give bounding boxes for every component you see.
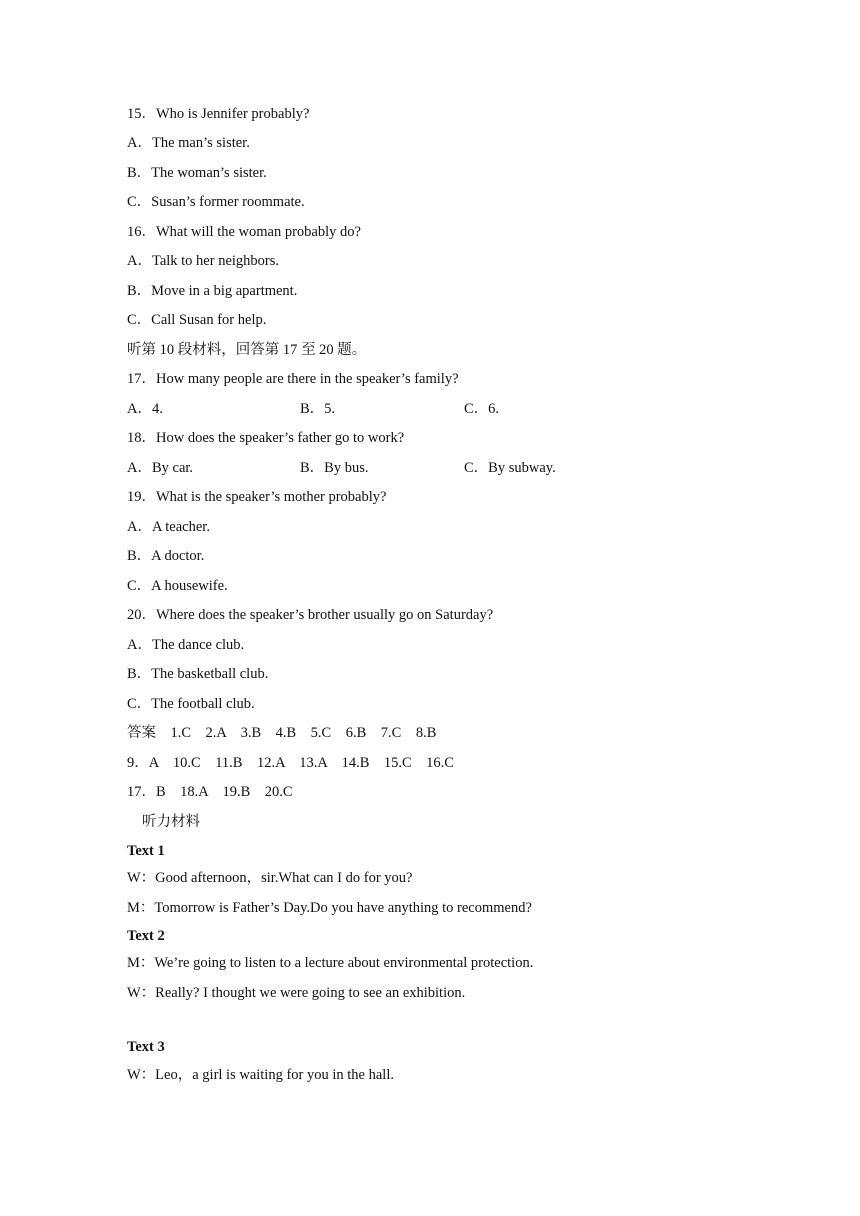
text-2-title: Text 2 xyxy=(127,928,165,944)
question-16-stem: 16．What will the woman probably do? xyxy=(127,224,361,240)
text-2-line-w: W：Really? I thought we were going to see an exhibition. xyxy=(127,985,466,1001)
text-3-line-w: W：Leo，a girl is waiting for you in the hall. xyxy=(127,1067,394,1083)
question-18-option-c: C．By subway. xyxy=(464,460,556,476)
question-20-stem: 20．Where does the speaker’s brother usually go on Saturday? xyxy=(127,607,494,623)
question-17-option-a: A．4. xyxy=(127,401,163,417)
text-1-line-w: W：Good afternoon，sir.What can I do for you? xyxy=(127,870,413,886)
question-15-option-c: C．Susan’s former roommate. xyxy=(127,194,305,210)
text-1-line-m: M：Tomorrow is Father’s Day.Do you have anything to recommend? xyxy=(127,900,532,916)
question-16-option-b: B．Move in a big apartment. xyxy=(127,283,298,299)
text-3-title: Text 3 xyxy=(127,1039,165,1055)
question-16-option-c: C．Call Susan for help. xyxy=(127,312,267,328)
section-instruction: 听第 10 段材料，回答第 17 至 20 题。 xyxy=(127,342,367,358)
transcript-heading: 听力材料 xyxy=(142,814,200,830)
question-17-option-b: B．5. xyxy=(300,401,336,417)
question-19-stem: 19．What is the speaker’s mother probably? xyxy=(127,489,387,505)
question-15-option-b: B．The woman’s sister. xyxy=(127,165,267,181)
question-19-option-b: B．A doctor. xyxy=(127,548,205,564)
answer-key-line-2: 9．A 10.C 11.B 12.A 13.A 14.B 15.C 16.C xyxy=(127,755,454,771)
text-2-line-m: M：We’re going to listen to a lecture about environmental protection. xyxy=(127,955,534,971)
question-16-option-a: A．Talk to her neighbors. xyxy=(127,253,280,269)
question-19-option-a: A．A teacher. xyxy=(127,519,210,535)
question-18-option-b: B．By bus. xyxy=(300,460,369,476)
answer-key-line-1: 答案 1.C 2.A 3.B 4.B 5.C 6.B 7.C 8.B xyxy=(127,725,437,741)
question-15-option-a: A．The man’s sister. xyxy=(127,135,250,151)
question-20-option-c: C．The football club. xyxy=(127,696,255,712)
text-1-title: Text 1 xyxy=(127,843,165,859)
question-20-option-b: B．The basketball club. xyxy=(127,666,269,682)
answer-key-line-3: 17．B 18.A 19.B 20.C xyxy=(127,784,293,800)
question-18-option-a: A．By car. xyxy=(127,460,194,476)
question-15-stem: 15．Who is Jennifer probably? xyxy=(127,106,310,122)
question-20-option-a: A．The dance club. xyxy=(127,637,245,653)
question-18-stem: 18．How does the speaker’s father go to work? xyxy=(127,430,405,446)
question-17-stem: 17．How many people are there in the speaker’s family? xyxy=(127,371,459,387)
question-19-option-c: C．A housewife. xyxy=(127,578,228,594)
question-17-option-c: C．6. xyxy=(464,401,500,417)
